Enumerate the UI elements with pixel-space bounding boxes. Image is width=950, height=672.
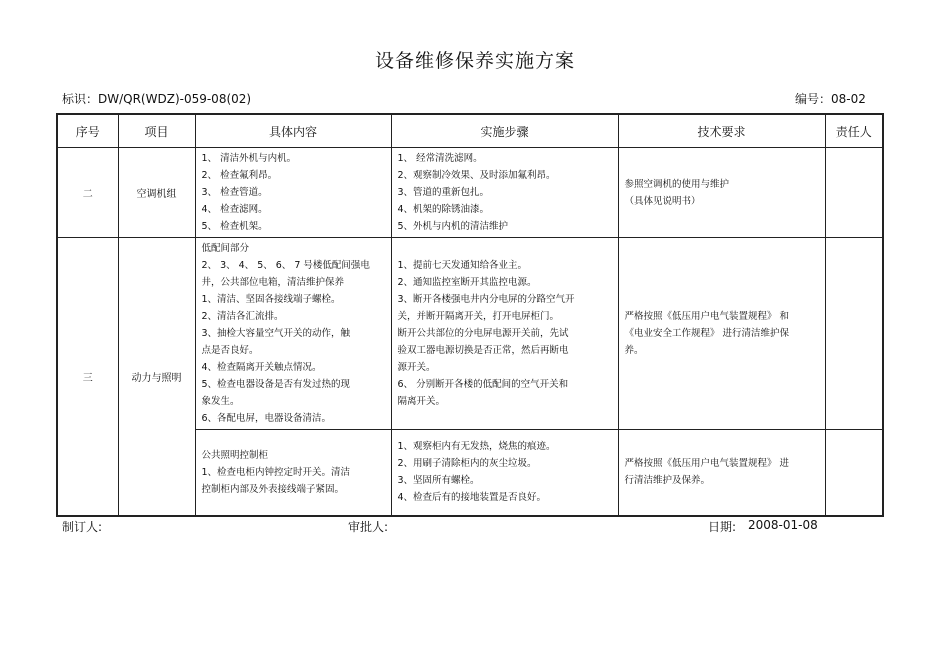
row-content	[195, 430, 391, 516]
step-line: 关，并断开隔离开关，打开电屏柜门。	[397, 311, 560, 322]
content-line: 1、检查电柜内钟控定时开关。清洁	[201, 466, 351, 478]
row-owner	[825, 148, 883, 238]
step-line: 4、检查后有的接地装置是否良好。	[397, 492, 547, 504]
step-line: 3、坚固所有螺栓。	[397, 475, 480, 487]
step-line: 1、 经常清洗滤网。	[397, 153, 483, 164]
requirement-line: 《电业安全工作规程》 进行清洁维护保	[624, 328, 790, 339]
requirement-line: 严格按照《低压用户电气装置规程》 和	[624, 311, 790, 322]
step-line: 3、断开各楼强电井内分电屏的分路空气开	[397, 294, 575, 305]
header-item: 项目	[118, 114, 195, 148]
content-line: 控制柜内部及外表接线端子紧固。	[201, 483, 345, 495]
row-requirements	[618, 430, 825, 516]
content-line: 3、 检查管道。	[201, 187, 268, 198]
header-owner: 责任人	[825, 114, 883, 148]
content-line: 象发生。	[201, 396, 240, 407]
content-line: 5、 检查机架。	[201, 221, 268, 232]
step-line: 1、提前七天发通知给各业主。	[397, 260, 528, 271]
document-number: 编号：08-02	[795, 92, 866, 106]
requirement-line: 参照空调机的使用与维护	[624, 178, 730, 190]
footer-date-value: 2008-01-08	[748, 518, 818, 532]
footer-maker: 制订人:	[62, 520, 103, 534]
row-item: 动力与照明	[118, 238, 195, 516]
row-steps	[391, 238, 618, 430]
requirement-line: 行清洁维护及保养。	[624, 475, 711, 487]
row-steps	[391, 430, 618, 516]
row-requirements	[618, 238, 825, 430]
content-line: 6、各配电屏，电器设备清洁。	[201, 413, 332, 424]
row-owner	[825, 238, 883, 430]
step-line: 隔离开关。	[397, 396, 446, 407]
maintenance-table	[56, 113, 884, 517]
step-line: 4、机架的除锈油漆。	[397, 204, 490, 215]
step-line: 验双工器电源切换是否正常，然后再断电	[397, 345, 569, 356]
requirement-line: （具体见说明书）	[624, 195, 701, 207]
header-requirements: 技术要求	[618, 114, 825, 148]
content-line: 1、 清洁外机与内机。	[201, 153, 297, 164]
content-line: 2、 检查氟利昂。	[201, 170, 278, 181]
footer-approver: 审批人:	[348, 520, 389, 534]
content-line: 4、检查隔离开关触点情况。	[201, 362, 322, 373]
content-line: 1、清洁、坚固各接线端子螺栓。	[201, 294, 341, 305]
row-content	[195, 238, 391, 430]
row-steps	[391, 148, 618, 238]
step-line: 6、 分别断开各楼的低配间的空气开关和	[397, 379, 569, 390]
footer-date-label: 日期:	[708, 520, 737, 534]
table-row	[57, 238, 883, 430]
document-code: 标识：DW/QR(WDZ)-059-08(02)	[62, 92, 252, 106]
row-item: 空调机组	[118, 148, 195, 238]
content-line: 3、抽检大容量空气开关的动作，触	[201, 328, 351, 339]
content-line: 5、检查电器设备是否有发过热的现	[201, 379, 351, 390]
header-content: 具体内容	[195, 114, 391, 148]
header-seq: 序号	[57, 114, 118, 148]
table-header-row	[57, 114, 883, 148]
table-row	[57, 148, 883, 238]
requirement-line: 严格按照《低压用户电气装置规程》 进	[624, 458, 790, 470]
step-line: 源开关。	[397, 362, 436, 373]
row-seq: 二	[57, 148, 118, 238]
step-line: 2、观察制冷效果、及时添加氟利昂。	[397, 170, 556, 181]
step-line: 断开公共部位的分电屏电源开关前，先试	[397, 328, 569, 339]
requirement-line: 养。	[624, 345, 644, 356]
content-line: 2、清洁各汇流排。	[201, 311, 284, 322]
page-title: 设备维修保养实施方案	[374, 50, 575, 72]
step-line: 5、外机与内机的清洁维护	[397, 221, 509, 232]
content-line: 井，公共部位电箱，清洁维护保养	[201, 277, 345, 288]
content-line: 点是否良好。	[201, 345, 259, 356]
header-steps: 实施步骤	[391, 114, 618, 148]
step-line: 3、管道的重新包扎。	[397, 187, 490, 198]
step-line: 1、观察柜内有无发热，烧焦的痕迹。	[397, 441, 556, 453]
content-line: 4、 检查滤网。	[201, 204, 268, 215]
content-line: 公共照明控制柜	[201, 449, 269, 461]
content-line: 2、 3、 4、 5、 6、 7 号楼低配间强电	[201, 260, 370, 271]
row-requirements	[618, 148, 825, 238]
content-line: 低配间部分	[201, 243, 250, 254]
row-content	[195, 148, 391, 238]
row-seq: 三	[57, 238, 118, 516]
step-line: 2、用刷子清除柜内的灰尘垃圾。	[397, 458, 537, 470]
step-line: 2、通知监控室断开其监控电源。	[397, 277, 537, 288]
row-owner	[825, 430, 883, 516]
